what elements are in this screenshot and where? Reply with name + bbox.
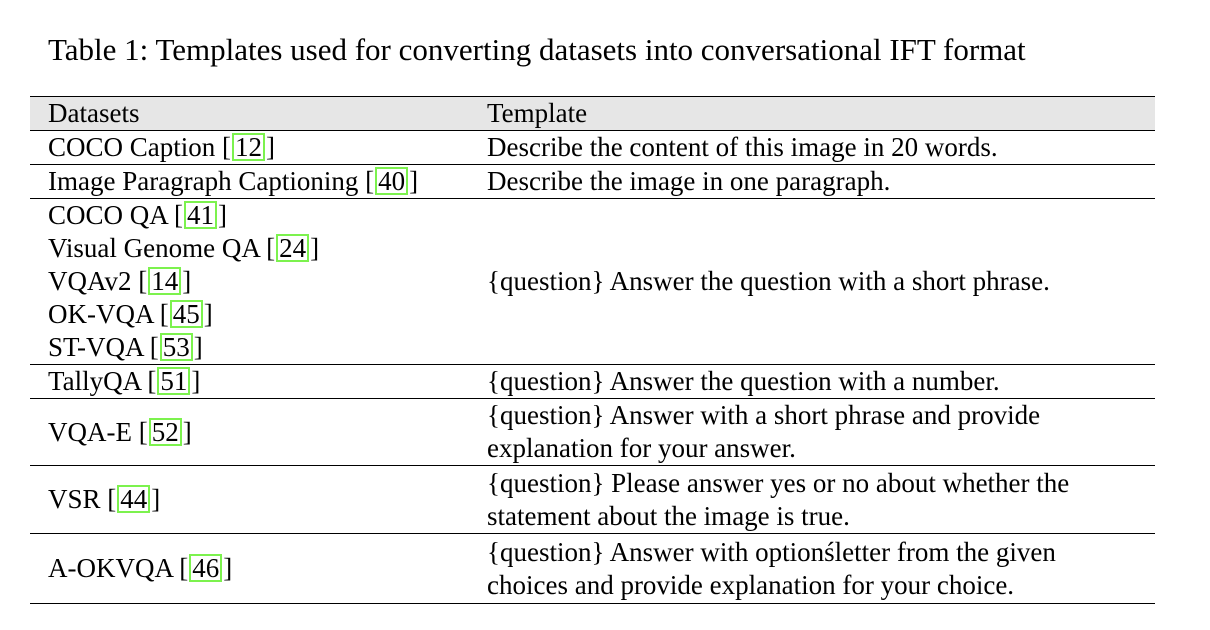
dataset-entry: TallyQA [ 51 ] [48, 366, 201, 396]
template-text: Describe the image in one paragraph. [487, 166, 891, 196]
dataset-name: ST-VQA [48, 332, 144, 362]
dataset-cell [30, 534, 469, 604]
dataset-name: A-OKVQA [48, 553, 173, 583]
table-row [30, 365, 1155, 399]
citation-link[interactable]: 46 [189, 554, 222, 582]
template-text: {question} Answer with a short phrase and provide [487, 400, 1041, 430]
dataset-entry: VQAv2 [ 14 ] [48, 266, 192, 296]
table-header-row [30, 97, 1155, 131]
table-row [30, 131, 1155, 165]
template-cell [469, 399, 1155, 466]
dataset-entry: A-OKVQA [ 46 ] [48, 553, 233, 583]
template-text: {question} Answer the question with a short phrase. [487, 266, 1050, 296]
dataset-entry: VQA-E [ 52 ] [48, 416, 192, 447]
dataset-entry: OK-VQA [ 45 ] [48, 299, 213, 329]
citation-link[interactable]: 44 [117, 485, 150, 513]
dataset-entry: VSR [ 44 ] [48, 484, 161, 514]
template-cell [469, 165, 1155, 199]
dataset-entry: Image Paragraph Captioning [ 40 ] [48, 166, 419, 196]
dataset-name: Visual Genome QA [48, 233, 260, 263]
dataset-name: VQAv2 [48, 266, 132, 296]
citation-link[interactable]: 12 [232, 133, 265, 161]
template-cell [469, 466, 1155, 534]
header-datasets: Datasets [30, 97, 469, 131]
template-text: Describe the content of this image in 20 words. [487, 132, 998, 162]
table-row [30, 199, 1155, 365]
table-row [30, 534, 1155, 604]
dataset-cell [30, 365, 469, 399]
dataset-name: COCO QA [48, 200, 168, 230]
dataset-entry: COCO Caption [ 12 ] [48, 132, 276, 162]
dataset-cell [30, 131, 469, 165]
template-text: {question} Please answer yes or no about whether the [487, 467, 1070, 498]
dataset-entry: Visual Genome QA [ 24 ] [48, 233, 320, 263]
citation-link[interactable]: 41 [184, 201, 217, 229]
dataset-name: OK-VQA [48, 299, 153, 329]
header-template: Template [469, 97, 1155, 131]
template-text: statement about the image is true. [487, 500, 850, 531]
template-text: {question} Answer with optionśletter from the given [487, 536, 1056, 567]
table-row [30, 165, 1155, 199]
citation-link[interactable]: 45 [170, 300, 203, 328]
dataset-cell [30, 399, 469, 466]
citation-link[interactable]: 51 [157, 367, 190, 395]
citation-link[interactable]: 52 [149, 418, 182, 446]
dataset-cell [30, 165, 469, 199]
template-cell [469, 199, 1155, 365]
template-text: {question} Answer the question with a number. [487, 366, 1000, 396]
dataset-name: Image Paragraph Captioning [48, 166, 359, 196]
templates-table [30, 96, 1155, 604]
template-cell [469, 365, 1155, 399]
dataset-cell [30, 466, 469, 534]
table-row [30, 399, 1155, 466]
dataset-cell [30, 199, 469, 365]
citation-link[interactable]: 24 [276, 234, 309, 262]
template-text: choices and provide explanation for your choice. [487, 569, 1015, 600]
dataset-name: COCO Caption [48, 132, 216, 162]
citation-link[interactable]: 53 [160, 333, 193, 361]
dataset-name: VQA-E [48, 416, 132, 447]
table-caption: Table 1: Templates used for converting datasets into conversational IFT format [48, 32, 1026, 67]
dataset-entry: COCO QA [ 41 ] [48, 200, 228, 230]
citation-link[interactable]: 14 [148, 267, 181, 295]
dataset-name: VSR [48, 484, 101, 514]
table-row [30, 466, 1155, 534]
citation-link[interactable]: 40 [375, 167, 408, 195]
template-cell [469, 131, 1155, 165]
dataset-entry: ST-VQA [ 53 ] [48, 332, 203, 362]
template-cell [469, 534, 1155, 604]
template-text: explanation for your answer. [487, 433, 796, 463]
dataset-name: TallyQA [48, 366, 141, 396]
table-body [30, 131, 1155, 604]
